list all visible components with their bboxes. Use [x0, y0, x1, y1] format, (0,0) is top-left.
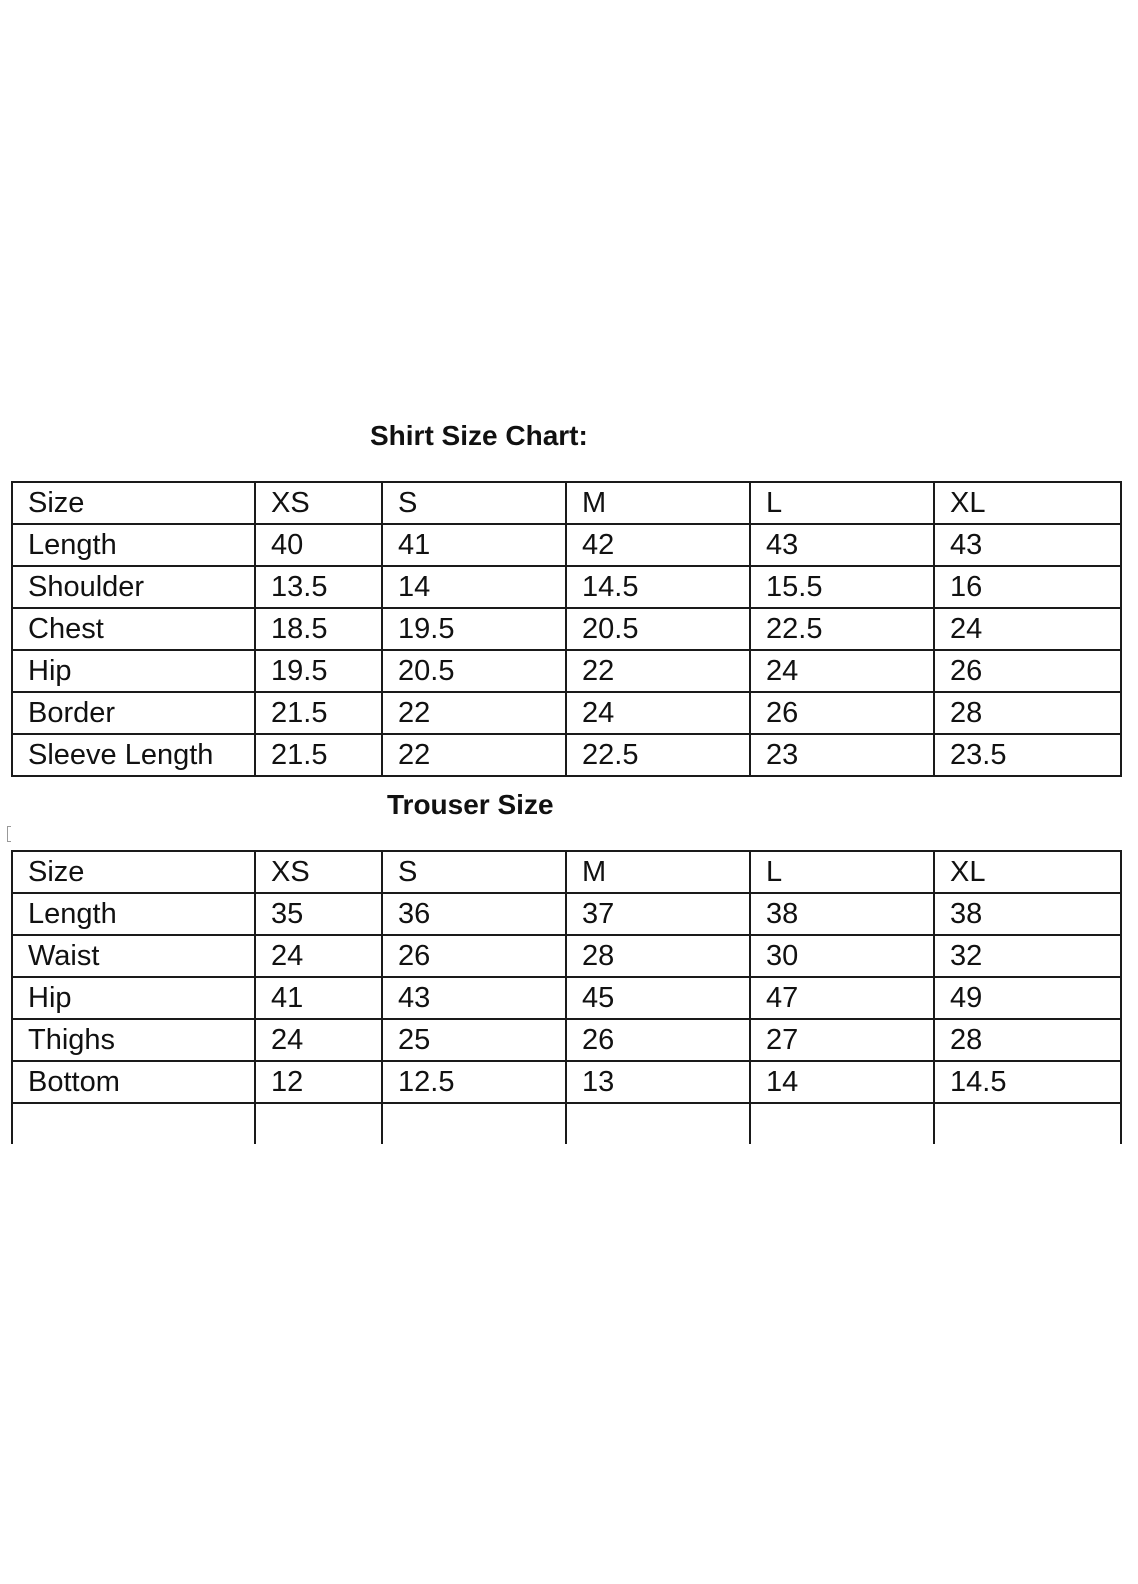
table-row — [12, 1061, 1121, 1103]
table-cell: 26 — [382, 935, 566, 977]
table-header-row — [12, 482, 1121, 524]
table-cell: 36 — [382, 893, 566, 935]
table-cell: 24 — [255, 1019, 382, 1061]
table-cell: 45 — [566, 977, 750, 1019]
table-cell: 49 — [934, 977, 1121, 1019]
header-cell: M — [566, 851, 750, 893]
table-cell: 12 — [255, 1061, 382, 1103]
header-cell: Size — [12, 851, 255, 893]
table-cell: 24 — [750, 650, 934, 692]
header-cell: XL — [934, 482, 1121, 524]
table-cell: 14 — [382, 566, 566, 608]
table-cell: Chest — [12, 608, 255, 650]
table-header-row — [12, 851, 1121, 893]
table-cell: 41 — [255, 977, 382, 1019]
table-cell: 27 — [750, 1019, 934, 1061]
header-cell: Size — [12, 482, 255, 524]
table-cell: 13.5 — [255, 566, 382, 608]
table-cell: 18.5 — [255, 608, 382, 650]
table-cell: 26 — [750, 692, 934, 734]
table-cell: 24 — [566, 692, 750, 734]
table-cell — [255, 1103, 382, 1144]
paragraph-mark — [7, 826, 11, 842]
table-cell: Length — [12, 893, 255, 935]
table-row — [12, 566, 1121, 608]
table-cell: 26 — [934, 650, 1121, 692]
table-cell: 23.5 — [934, 734, 1121, 776]
table-cell: 19.5 — [382, 608, 566, 650]
header-cell: XS — [255, 851, 382, 893]
table-cell — [750, 1103, 934, 1144]
table-row — [12, 692, 1121, 734]
table-cell: 24 — [934, 608, 1121, 650]
table-cell: 43 — [934, 524, 1121, 566]
table-cell: 25 — [382, 1019, 566, 1061]
table-cell: 15.5 — [750, 566, 934, 608]
table-cell: 32 — [934, 935, 1121, 977]
table-cell: 28 — [566, 935, 750, 977]
table-cell: Shoulder — [12, 566, 255, 608]
table-cell: 14.5 — [934, 1061, 1121, 1103]
table-cell: 38 — [934, 893, 1121, 935]
table-cell: 13 — [566, 1061, 750, 1103]
table-cell: Border — [12, 692, 255, 734]
trouser-size-table — [11, 850, 1122, 1144]
table-row — [12, 524, 1121, 566]
table-cell — [12, 1103, 255, 1144]
table-cell: 21.5 — [255, 734, 382, 776]
table-cell: 24 — [255, 935, 382, 977]
table-cell: 35 — [255, 893, 382, 935]
table-cell: 43 — [382, 977, 566, 1019]
header-cell: S — [382, 851, 566, 893]
header-cell: L — [750, 851, 934, 893]
table-cell: 38 — [750, 893, 934, 935]
table-row — [12, 893, 1121, 935]
table-cell — [382, 1103, 566, 1144]
header-cell: L — [750, 482, 934, 524]
trouser-size-chart-title: Trouser Size — [387, 789, 554, 820]
table-cell: 23 — [750, 734, 934, 776]
table-cell: 37 — [566, 893, 750, 935]
header-cell: XL — [934, 851, 1121, 893]
table-cell: 41 — [382, 524, 566, 566]
table-cell: Thighs — [12, 1019, 255, 1061]
table-cell: 28 — [934, 692, 1121, 734]
table-row — [12, 1019, 1121, 1061]
table-row — [12, 977, 1121, 1019]
table-cell: 14 — [750, 1061, 934, 1103]
table-cell: 22.5 — [750, 608, 934, 650]
table-row-empty — [12, 1103, 1121, 1144]
table-cell: 19.5 — [255, 650, 382, 692]
table-cell: Length — [12, 524, 255, 566]
table-cell: 22 — [382, 734, 566, 776]
table-cell: Waist — [12, 935, 255, 977]
table-cell: 12.5 — [382, 1061, 566, 1103]
table-cell: Bottom — [12, 1061, 255, 1103]
header-cell: XS — [255, 482, 382, 524]
table-cell: 47 — [750, 977, 934, 1019]
table-row — [12, 650, 1121, 692]
table-cell: Hip — [12, 977, 255, 1019]
table-cell: 40 — [255, 524, 382, 566]
table-cell: 42 — [566, 524, 750, 566]
table-cell: 28 — [934, 1019, 1121, 1061]
table-cell: 30 — [750, 935, 934, 977]
table-cell — [934, 1103, 1121, 1144]
table-cell: 22 — [566, 650, 750, 692]
shirt-size-chart-title: Shirt Size Chart: — [370, 420, 588, 451]
table-cell: 26 — [566, 1019, 750, 1061]
header-cell: M — [566, 482, 750, 524]
table-row — [12, 935, 1121, 977]
table-cell: 20.5 — [382, 650, 566, 692]
table-cell: Hip — [12, 650, 255, 692]
shirt-size-table — [11, 481, 1122, 777]
table-cell: 21.5 — [255, 692, 382, 734]
table-row — [12, 608, 1121, 650]
table-cell: 14.5 — [566, 566, 750, 608]
table-cell: 22.5 — [566, 734, 750, 776]
table-cell: Sleeve Length — [12, 734, 255, 776]
table-cell — [566, 1103, 750, 1144]
table-cell: 22 — [382, 692, 566, 734]
header-cell: S — [382, 482, 566, 524]
table-row — [12, 734, 1121, 776]
table-cell: 20.5 — [566, 608, 750, 650]
table-cell: 16 — [934, 566, 1121, 608]
table-cell: 43 — [750, 524, 934, 566]
